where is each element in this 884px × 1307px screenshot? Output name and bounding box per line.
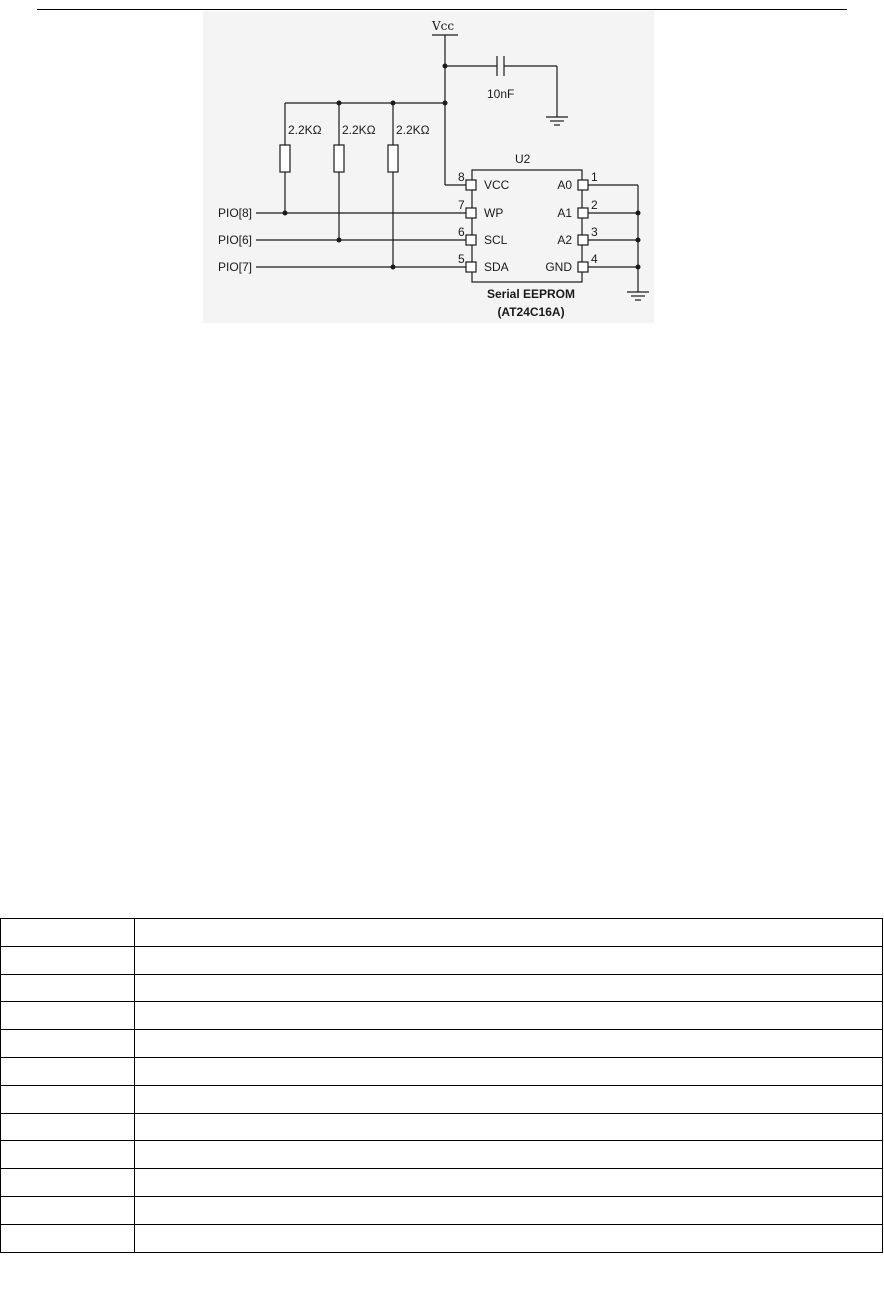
table-cell-key xyxy=(1,1141,135,1169)
table-cell-key xyxy=(1,1085,135,1113)
resistor-3-label: 2.2KΩ xyxy=(396,123,430,137)
pin-6-name: SCL xyxy=(484,233,508,247)
table-cell-value xyxy=(135,1224,883,1252)
table-cell-value xyxy=(135,919,883,947)
pin-8-name: VCC xyxy=(484,178,510,192)
table-cell-value xyxy=(135,1196,883,1224)
pin-4-name: GND xyxy=(545,260,572,274)
pin-5-number: 5 xyxy=(458,252,465,266)
pin-description-table xyxy=(0,918,883,1253)
table-row xyxy=(1,1169,883,1197)
table-cell-key xyxy=(1,1030,135,1058)
table-row xyxy=(1,1113,883,1141)
table-row xyxy=(1,1224,883,1252)
chip-name: Serial EEPROM xyxy=(486,287,576,301)
pin-1-name: A0 xyxy=(557,178,572,192)
schematic-panel xyxy=(203,11,654,323)
pin-1-number: 1 xyxy=(591,170,598,184)
table-cell-key xyxy=(1,1002,135,1030)
net-pio6: PIO[6] xyxy=(217,233,252,247)
vcc-label: Vcc xyxy=(432,19,455,33)
table-cell-key xyxy=(1,1057,135,1085)
net-pio8: PIO[8] xyxy=(217,206,252,220)
table-cell-key xyxy=(1,1224,135,1252)
table-cell-value xyxy=(135,1057,883,1085)
table-row xyxy=(1,1002,883,1030)
pin-5-name: SDA xyxy=(484,260,509,274)
table-cell-key xyxy=(1,919,135,947)
table-cell-key xyxy=(1,974,135,1002)
pin-3-name: A2 xyxy=(557,233,572,247)
table-row xyxy=(1,1057,883,1085)
table-cell-value xyxy=(135,1002,883,1030)
pin-7-name: WP xyxy=(484,206,504,220)
table-cell-value xyxy=(135,1141,883,1169)
chip-part: (AT24C16A) xyxy=(497,305,565,319)
pin-3-number: 3 xyxy=(591,225,598,239)
pin-6-number: 6 xyxy=(458,225,465,239)
table-cell-value xyxy=(135,1169,883,1197)
header-rule xyxy=(37,9,847,10)
table-cell-value xyxy=(135,1030,883,1058)
resistor-1-label: 2.2KΩ xyxy=(288,123,322,137)
table-cell-value xyxy=(135,946,883,974)
chip-ref: U2 xyxy=(515,152,531,166)
capacitor-label: 10nF xyxy=(487,87,515,101)
table-cell-key xyxy=(1,1169,135,1197)
table-cell-key xyxy=(1,1113,135,1141)
table-row xyxy=(1,919,883,947)
table-row xyxy=(1,946,883,974)
table-cell-key xyxy=(1,946,135,974)
pin-8-number: 8 xyxy=(458,170,465,184)
net-pio7: PIO[7] xyxy=(217,260,252,274)
table-row xyxy=(1,1085,883,1113)
table-row xyxy=(1,1030,883,1058)
table-row xyxy=(1,974,883,1002)
table-cell-value xyxy=(135,1085,883,1113)
table-cell-value xyxy=(135,974,883,1002)
pin-2-number: 2 xyxy=(591,198,598,212)
pin-7-number: 7 xyxy=(458,198,465,212)
table-cell-key xyxy=(1,1196,135,1224)
eeprom-schematic xyxy=(203,11,654,323)
pin-2-name: A1 xyxy=(557,206,572,220)
resistor-2-label: 2.2KΩ xyxy=(342,123,376,137)
pin-4-number: 4 xyxy=(591,252,598,266)
table-cell-value xyxy=(135,1113,883,1141)
table-row xyxy=(1,1196,883,1224)
table-row xyxy=(1,1141,883,1169)
